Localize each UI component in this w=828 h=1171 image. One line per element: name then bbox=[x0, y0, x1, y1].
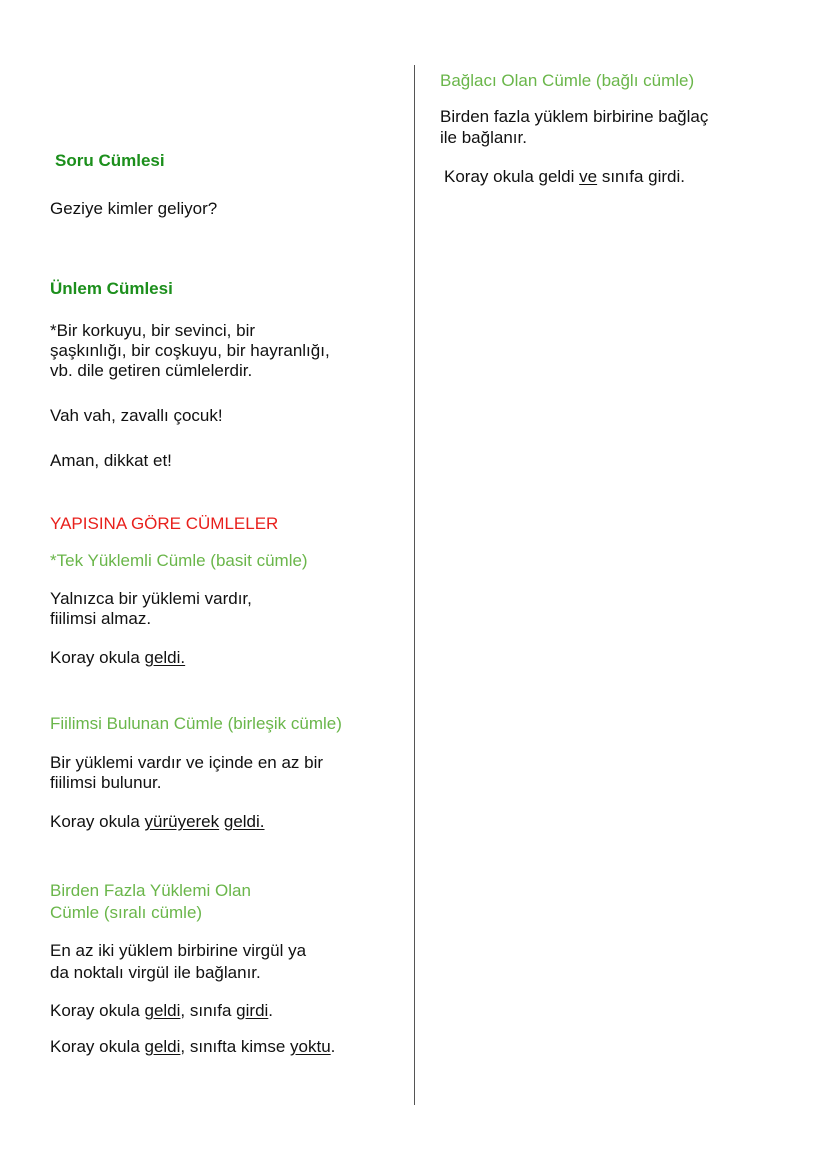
text-segment: Koray okula bbox=[50, 812, 145, 831]
sirali-desc-1: En az iki yüklem birbirine virgül ya bbox=[50, 941, 307, 960]
text-segment: Koray okula bbox=[50, 648, 145, 667]
sirali-title-1: Birden Fazla Yüklemi Olan bbox=[50, 881, 251, 900]
underlined-word: geldi. bbox=[144, 648, 186, 667]
text-segment: . bbox=[268, 1001, 274, 1020]
sirali-example-1 bbox=[50, 1000, 273, 1021]
sirali-desc-2: da noktalı virgül ile bağlanır. bbox=[50, 963, 261, 982]
unlem-desc-1: *Bir korkuyu, bir sevinci, bir bbox=[50, 321, 256, 340]
tek-example bbox=[50, 647, 185, 668]
tek-title: *Tek Yüklemli Cümle (basit cümle) bbox=[50, 551, 308, 570]
underlined-word: ve bbox=[579, 167, 598, 186]
underlined-word: girdi bbox=[236, 1001, 269, 1020]
column-divider bbox=[414, 65, 415, 1105]
text-segment: Koray okula bbox=[50, 1001, 145, 1020]
text-segment: , sınıfta kimse bbox=[180, 1037, 291, 1056]
bagli-example bbox=[444, 166, 685, 187]
bagli-desc-2: ile bağlanır. bbox=[440, 128, 527, 147]
fiil-example bbox=[50, 811, 265, 832]
soru-example: Geziye kimler geliyor? bbox=[50, 199, 218, 218]
text-segment: sınıfa girdi. bbox=[597, 167, 685, 186]
unlem-desc-3: vb. dile getiren cümlelerdir. bbox=[50, 361, 253, 380]
unlem-desc-2: şaşkınlığı, bir coşkuyu, bir hayranlığı, bbox=[50, 341, 330, 360]
tek-desc-2: fiilimsi almaz. bbox=[50, 609, 152, 628]
text-segment: . bbox=[330, 1037, 336, 1056]
underlined-word: geldi. bbox=[223, 812, 265, 831]
fiil-desc-1: Bir yüklemi vardır ve içinde en az bir bbox=[50, 753, 324, 772]
underlined-word: geldi bbox=[144, 1037, 181, 1056]
yapi-title: YAPISINA GÖRE CÜMLELER bbox=[50, 514, 279, 533]
text-segment: , sınıfa bbox=[180, 1001, 237, 1020]
underlined-word: geldi bbox=[144, 1001, 181, 1020]
bagli-desc-1: Birden fazla yüklem birbirine bağlaç bbox=[440, 107, 709, 126]
unlem-example-1: Vah vah, zavallı çocuk! bbox=[50, 406, 223, 425]
soru-title: Soru Cümlesi bbox=[55, 151, 165, 170]
text-segment: Koray okula bbox=[50, 1037, 145, 1056]
unlem-title: Ünlem Cümlesi bbox=[50, 279, 173, 298]
sirali-title-2: Cümle (sıralı cümle) bbox=[50, 903, 203, 922]
bagli-title: Bağlacı Olan Cümle (bağlı cümle) bbox=[440, 71, 695, 90]
sirali-example-2 bbox=[50, 1036, 335, 1057]
fiil-desc-2: fiilimsi bulunur. bbox=[50, 773, 162, 792]
tek-desc-1: Yalnızca bir yüklemi vardır, bbox=[50, 589, 252, 608]
text-segment: Koray okula geldi bbox=[444, 167, 580, 186]
underlined-word: yürüyerek bbox=[144, 812, 220, 831]
underlined-word: yoktu bbox=[290, 1037, 331, 1056]
unlem-example-2: Aman, dikkat et! bbox=[50, 451, 172, 470]
fiil-title: Fiilimsi Bulunan Cümle (birleşik cümle) bbox=[50, 714, 342, 733]
